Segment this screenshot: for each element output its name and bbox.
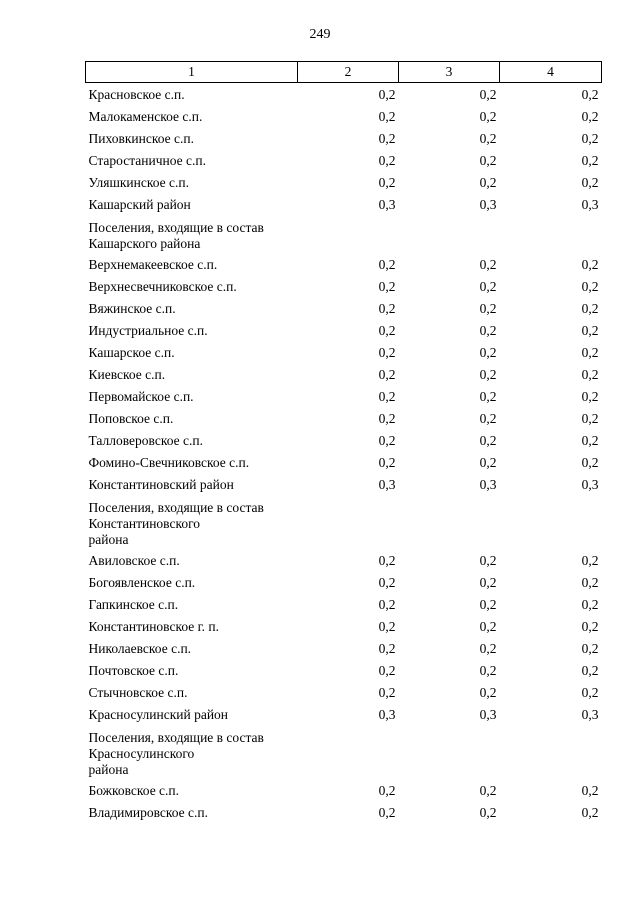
table-row: [86, 474, 602, 496]
value-cell-col3: 0,2: [479, 433, 497, 448]
value-cell-col4: 0,2: [581, 597, 599, 612]
value-cell-col3: 0,2: [479, 805, 497, 820]
value-cell-col2: 0,2: [378, 553, 396, 568]
value-cell-col3: 0,3: [479, 197, 497, 212]
name-cell: Божковское с.п.: [88, 783, 180, 798]
value-cell-col2: 0,2: [378, 663, 396, 678]
group-heading-line: Поселения, входящие в состав: [88, 500, 264, 515]
name-cell: Верхнемакеевское с.п.: [88, 257, 218, 272]
table-row: [86, 430, 602, 452]
value-cell-col3: 0,2: [479, 131, 497, 146]
group-heading-cell: [86, 216, 298, 254]
table-row: [86, 638, 602, 660]
value-cell-col4: 0,2: [581, 257, 599, 272]
value-cell-col2: 0,3: [378, 477, 396, 492]
value-cell-col3: 0,2: [479, 279, 497, 294]
group-heading-line: Поселения, входящие в состав: [88, 730, 264, 745]
value-cell-col4: 0,2: [581, 685, 599, 700]
value-cell-col2: 0,2: [378, 685, 396, 700]
empty-cell: [399, 216, 500, 254]
name-cell: Константиновское г. п.: [88, 619, 219, 634]
value-cell-col4: 0,2: [581, 301, 599, 316]
value-cell-col2: 0,2: [378, 433, 396, 448]
value-cell-col2: 0,2: [378, 323, 396, 338]
table-row: [86, 550, 602, 572]
name-cell: Богоявленское с.п.: [88, 575, 196, 590]
value-cell-col3: 0,2: [479, 619, 497, 634]
value-cell-col3: 0,2: [479, 175, 497, 190]
value-cell-col2: 0,2: [378, 575, 396, 590]
name-cell: Первомайское с.п.: [88, 389, 194, 404]
name-cell: Красносулинский район: [88, 707, 229, 722]
value-cell-col4: 0,3: [581, 477, 599, 492]
table-row: [86, 452, 602, 474]
value-cell-col3: 0,2: [479, 685, 497, 700]
value-cell-col4: 0,3: [581, 707, 599, 722]
name-cell: Константиновский район: [88, 477, 234, 492]
table-row: [86, 364, 602, 386]
value-cell-col2: 0,2: [378, 109, 396, 124]
table-row: [86, 254, 602, 276]
value-cell-col2: 0,2: [378, 367, 396, 382]
value-cell-col4: 0,2: [581, 153, 599, 168]
name-cell: Индустриальное с.п.: [88, 323, 208, 338]
name-cell: Пиховкинское с.п.: [88, 131, 194, 146]
name-cell: Талловеровское с.п.: [88, 433, 203, 448]
value-cell-col2: 0,2: [378, 153, 396, 168]
value-cell-col2: 0,2: [378, 131, 396, 146]
value-cell-col4: 0,2: [581, 367, 599, 382]
column-header-4: 4: [500, 62, 602, 83]
table-row: [86, 106, 602, 128]
value-cell-col4: 0,2: [581, 131, 599, 146]
table-row: [86, 386, 602, 408]
table-row: [86, 128, 602, 150]
value-cell-col2: 0,3: [378, 707, 396, 722]
empty-cell: [298, 496, 399, 550]
empty-cell: [500, 496, 602, 550]
value-cell-col3: 0,2: [479, 553, 497, 568]
empty-cell: [500, 726, 602, 780]
value-cell-col4: 0,2: [581, 641, 599, 656]
name-cell: Малокаменское с.п.: [88, 109, 203, 124]
name-cell: Николаевское с.п.: [88, 641, 192, 656]
value-cell-col2: 0,2: [378, 619, 396, 634]
value-cell-col2: 0,2: [378, 301, 396, 316]
empty-cell: [298, 726, 399, 780]
table-row: [86, 682, 602, 704]
table-row: [86, 572, 602, 594]
table-row: [86, 408, 602, 430]
value-cell-col4: 0,2: [581, 433, 599, 448]
table-row: [86, 276, 602, 298]
table-row: [86, 83, 602, 107]
value-cell-col3: 0,2: [479, 323, 497, 338]
value-cell-col3: 0,2: [479, 87, 497, 102]
value-cell-col4: 0,2: [581, 389, 599, 404]
value-cell-col3: 0,2: [479, 345, 497, 360]
group-heading-line: Красносулинского: [88, 746, 195, 761]
value-cell-col3: 0,2: [479, 389, 497, 404]
value-cell-col4: 0,2: [581, 783, 599, 798]
value-cell-col2: 0,2: [378, 257, 396, 272]
value-cell-col4: 0,2: [581, 619, 599, 634]
value-cell-col4: 0,2: [581, 345, 599, 360]
empty-cell: [298, 216, 399, 254]
name-cell: Поповское с.п.: [88, 411, 174, 426]
name-cell: Гапкинское с.п.: [88, 597, 179, 612]
table-row-group-heading: [86, 726, 602, 780]
table-row-group-heading: [86, 216, 602, 254]
group-heading-line: Константиновского: [88, 516, 201, 531]
value-cell-col2: 0,2: [378, 175, 396, 190]
value-cell-col3: 0,2: [479, 641, 497, 656]
value-cell-col4: 0,2: [581, 553, 599, 568]
value-cell-col4: 0,2: [581, 805, 599, 820]
table-row-group-heading: [86, 496, 602, 550]
value-cell-col4: 0,2: [581, 323, 599, 338]
group-heading-cell: [86, 496, 298, 550]
name-cell: Стычновское с.п.: [88, 685, 188, 700]
empty-cell: [399, 726, 500, 780]
name-cell: Кашарский район: [88, 197, 191, 212]
table-row: [86, 660, 602, 682]
group-heading-line: Поселения, входящие в состав: [88, 220, 264, 235]
value-cell-col2: 0,2: [378, 455, 396, 470]
column-header-2: 2: [298, 62, 399, 83]
column-header-3: 3: [399, 62, 500, 83]
name-cell: Верхнесвечниковское с.п.: [88, 279, 237, 294]
name-cell: Красновское с.п.: [88, 87, 185, 102]
value-cell-col4: 0,2: [581, 87, 599, 102]
value-cell-col2: 0,2: [378, 597, 396, 612]
table-row: [86, 594, 602, 616]
table-body: [86, 83, 602, 825]
value-cell-col4: 0,2: [581, 411, 599, 426]
table-row: [86, 342, 602, 364]
value-cell-col4: 0,2: [581, 455, 599, 470]
value-cell-col4: 0,2: [581, 663, 599, 678]
name-cell: Владимировское с.п.: [88, 805, 209, 820]
group-heading-line: района: [88, 762, 129, 777]
value-cell-col3: 0,2: [479, 153, 497, 168]
table-row: [86, 150, 602, 172]
value-cell-col3: 0,3: [479, 707, 497, 722]
value-cell-col2: 0,2: [378, 805, 396, 820]
empty-cell: [399, 496, 500, 550]
value-cell-col3: 0,2: [479, 455, 497, 470]
value-cell-col4: 0,2: [581, 279, 599, 294]
value-cell-col2: 0,2: [378, 389, 396, 404]
value-cell-col3: 0,3: [479, 477, 497, 492]
name-cell: Уляшкинское с.п.: [88, 175, 189, 190]
value-cell-col3: 0,2: [479, 109, 497, 124]
table-row: [86, 780, 602, 802]
value-cell-col3: 0,2: [479, 367, 497, 382]
group-heading-line: Кашарского района: [88, 236, 201, 251]
group-heading-cell: [86, 726, 298, 780]
table-row: [86, 704, 602, 726]
name-cell: Киевское с.п.: [88, 367, 166, 382]
table-row: [86, 802, 602, 824]
value-cell-col3: 0,2: [479, 575, 497, 590]
table-row: [86, 320, 602, 342]
value-cell-col3: 0,2: [479, 663, 497, 678]
name-cell: Авиловское с.п.: [88, 553, 180, 568]
value-cell-col2: 0,3: [378, 197, 396, 212]
name-cell: Почтовское с.п.: [88, 663, 179, 678]
name-cell: Фомино-Свечниковское с.п.: [88, 455, 250, 470]
value-cell-col2: 0,2: [378, 87, 396, 102]
name-cell: Кашарское с.п.: [88, 345, 175, 360]
value-cell-col2: 0,2: [378, 345, 396, 360]
group-heading-line: района: [88, 532, 129, 547]
table-row: [86, 298, 602, 320]
value-cell-col3: 0,2: [479, 597, 497, 612]
value-cell-col3: 0,2: [479, 257, 497, 272]
value-cell-col2: 0,2: [378, 641, 396, 656]
column-header-1: 1: [86, 62, 298, 83]
value-cell-col4: 0,2: [581, 575, 599, 590]
table-row: [86, 616, 602, 638]
data-table: [85, 61, 602, 824]
table-row: [86, 172, 602, 194]
table-header-row: [86, 62, 602, 83]
name-cell: Вяжинское с.п.: [88, 301, 176, 316]
empty-cell: [500, 216, 602, 254]
value-cell-col4: 0,3: [581, 197, 599, 212]
name-cell: Старостаничное с.п.: [88, 153, 206, 168]
value-cell-col4: 0,2: [581, 175, 599, 190]
page-number: 249: [309, 27, 331, 42]
value-cell-col3: 0,2: [479, 411, 497, 426]
value-cell-col2: 0,2: [378, 783, 396, 798]
value-cell-col3: 0,2: [479, 783, 497, 798]
value-cell-col2: 0,2: [378, 411, 396, 426]
value-cell-col4: 0,2: [581, 109, 599, 124]
table-row: [86, 194, 602, 216]
value-cell-col2: 0,2: [378, 279, 396, 294]
value-cell-col3: 0,2: [479, 301, 497, 316]
